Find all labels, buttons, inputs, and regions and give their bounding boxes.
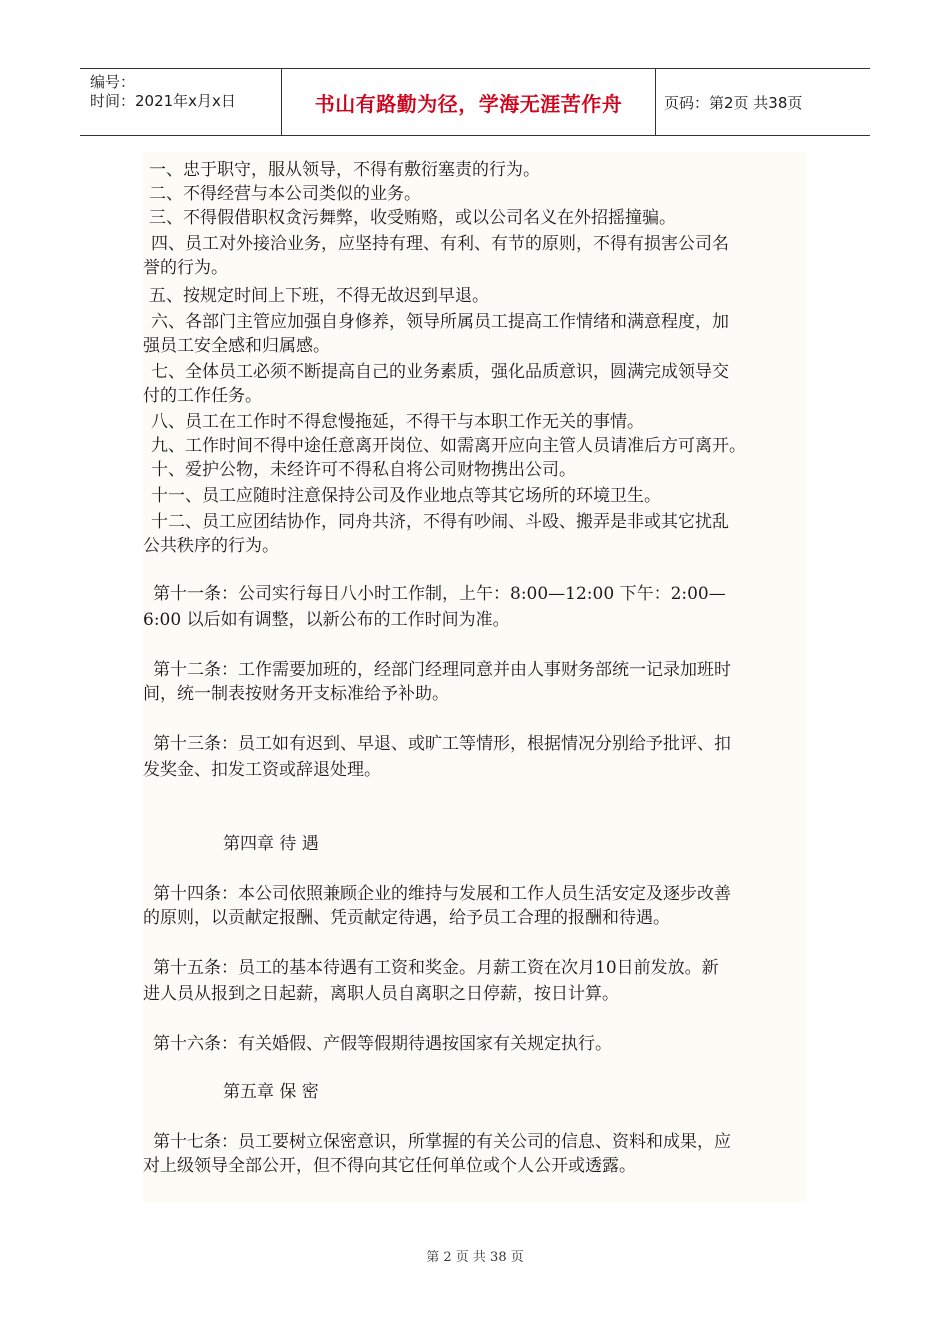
rule-line: 十一、员工应随时注意保持公司及作业地点等其它场所的环境卫生。 [151, 486, 661, 506]
rule-line: 一、忠于职守，服从领导，不得有敷衍塞责的行为。 [149, 160, 540, 180]
header-motto: 书山有路勤为径，学海无涯苦作舟 [282, 69, 656, 135]
article-line: 第十七条：员工要树立保密意识，所掌握的有关公司的信息、资料和成果，应 [153, 1132, 731, 1152]
document-body [143, 152, 806, 1202]
rule-line: 誉的行为。 [143, 258, 228, 278]
article-line: 进人员从报到之日起薪，离职人员自离职之日停薪，按日计算。 [143, 984, 619, 1004]
article-line: 第十六条：有关婚假、产假等假期待遇按国家有关规定执行。 [153, 1034, 612, 1054]
rule-line: 十二、员工应团结协作，同舟共济，不得有吵闹、斗殴、搬弄是非或其它扰乱 [151, 512, 729, 532]
rule-line: 四、员工对外接洽业务，应坚持有理、有利、有节的原则，不得有损害公司名 [151, 234, 729, 254]
rule-line: 付的工作任务。 [143, 386, 262, 406]
rule-line: 二、不得经营与本公司类似的业务。 [149, 184, 421, 204]
article-line: 第十三条：员工如有迟到、早退、或旷工等情形，根据情况分别给予批评、扣 [153, 734, 731, 754]
rule-line: 强员工安全感和归属感。 [143, 336, 330, 356]
article-line: 6:00 以后如有调整，以新公布的工作时间为准。 [143, 610, 510, 630]
article-line: 的原则，以贡献定报酬、凭贡献定待遇，给予员工合理的报酬和待遇。 [143, 908, 670, 928]
article-line: 第十五条：员工的基本待遇有工资和奖金。月薪工资在次月10日前发放。新 [153, 958, 719, 978]
rule-line: 八、员工在工作时不得怠慢拖延，不得干与本职工作无关的事情。 [151, 412, 644, 432]
rule-line: 七、全体员工必须不断提高自己的业务素质，强化品质意识，圆满完成领导交 [151, 362, 729, 382]
header-page-info: 页码：第2页 共38页 [664, 93, 803, 112]
article-line: 第十一条：公司实行每日八小时工作制，上午：8:00—12:00 下午：2:00— [153, 584, 726, 604]
page-footer: 第 2 页 共 38 页 [426, 1250, 524, 1265]
rule-line: 五、按规定时间上下班，不得无故迟到早退。 [149, 286, 489, 306]
document-number-label: 编号： [90, 73, 136, 91]
article-line: 第十二条：工作需要加班的，经部门经理同意并由人事财务部统一记录加班时 [153, 660, 731, 680]
article-line: 发奖金、扣发工资或辞退处理。 [143, 760, 381, 780]
header-meta [80, 69, 282, 135]
rule-line: 公共秩序的行为。 [143, 536, 279, 556]
article-line: 第十四条：本公司依照兼顾企业的维持与发展和工作人员生活安定及逐步改善 [153, 884, 731, 904]
chapter-heading: 第四章 待 遇 [223, 834, 319, 854]
rule-line: 三、不得假借职权贪污舞弊，收受贿赂，或以公司名义在外招摇撞骗。 [149, 208, 676, 228]
chapter-heading: 第五章 保 密 [223, 1082, 319, 1102]
rule-line: 九、工作时间不得中途任意离开岗位、如需离开应向主管人员请准后方可离开。 [151, 436, 746, 456]
article-line: 对上级领导全部公开，但不得向其它任何单位或个人公开或透露。 [143, 1156, 636, 1176]
rule-line: 六、各部门主管应加强自身修养，领导所属员工提高工作情绪和满意程度，加 [151, 312, 729, 332]
article-line: 间，统一制表按财务开支标准给予补助。 [143, 684, 449, 704]
document-date-label: 时间：2021年x月x日 [90, 92, 236, 110]
page-header [80, 68, 870, 136]
rule-line: 十、爱护公物，未经许可不得私自将公司财物携出公司。 [151, 460, 576, 480]
